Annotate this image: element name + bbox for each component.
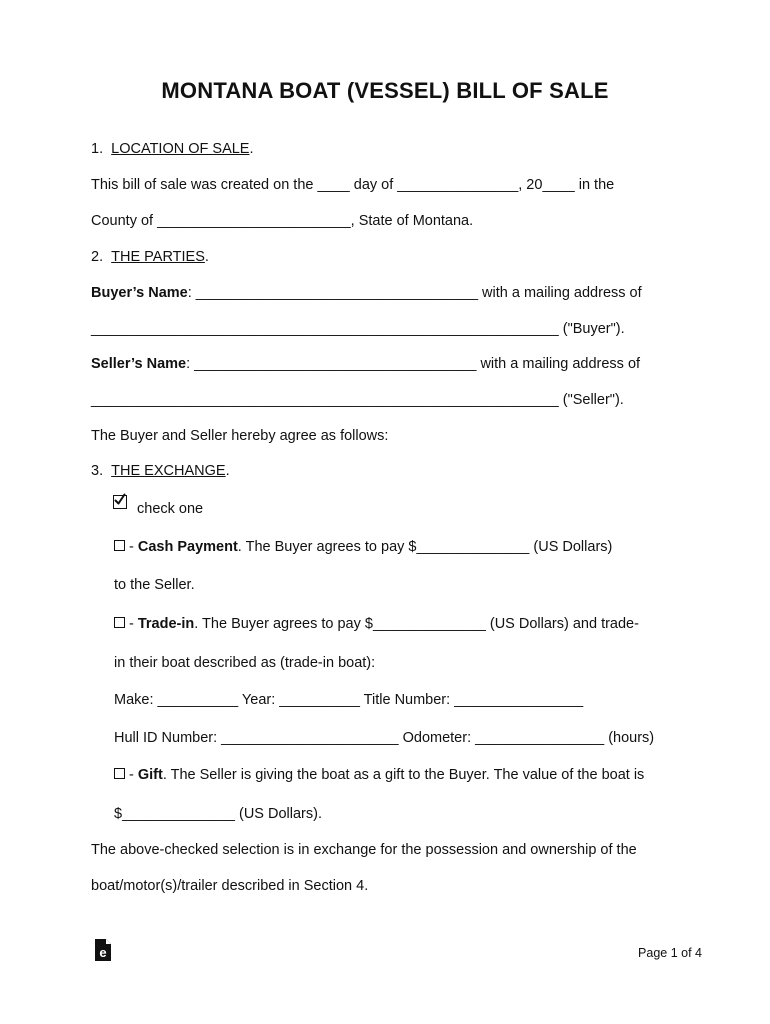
buyer-name-line: Buyer’s Name: ___________________________________ with a mailing address of <box>91 285 642 301</box>
gift-value-line: $______________ (US Dollars). <box>114 806 322 822</box>
seller-address-line: __________________________________________________________ ("Seller"). <box>91 392 624 408</box>
county-line: County of ________________________, State of Montana. <box>91 213 474 229</box>
seller-name-label: Seller’s Name <box>91 356 187 372</box>
eforms-logo-icon <box>94 938 112 962</box>
trade-in-hull-odometer-line: Hull ID Number: ______________________ Odometer: ________________ (hours) <box>114 730 655 746</box>
exchange-statement-line-1: The above-checked selection is in exchange for the possession and ownership of the <box>91 842 637 858</box>
trade-in-option[interactable]: - Trade-in. The Buyer agrees to pay $______________ (US Dollars) and trade- <box>114 615 639 633</box>
section-2-heading: 2. THE PARTIES. <box>91 249 209 265</box>
gift-checkbox[interactable] <box>114 768 125 779</box>
buyer-address-line: __________________________________________________________ ("Buyer"). <box>91 321 625 337</box>
checked-box-icon <box>113 495 127 509</box>
gift-option[interactable]: - Gift. The Seller is giving the boat as a gift to the Buyer. The value of the boat is <box>114 766 644 784</box>
seller-name-line: Seller’s Name: ___________________________________ with a mailing address of <box>91 356 641 372</box>
svg-text:e: e <box>99 945 107 960</box>
page-number: Page 1 of 4 <box>638 946 702 960</box>
section-1-heading: 1. LOCATION OF SALE. <box>91 141 254 157</box>
exchange-statement-line-2: boat/motor(s)/trailer described in Section 4. <box>91 878 369 894</box>
cash-payment-continued: to the Seller. <box>114 577 195 593</box>
check-one-label: check one <box>137 501 204 517</box>
buyer-name-label: Buyer’s Name <box>91 285 188 301</box>
trade-in-make-year-title-line: Make: __________ Year: __________ Title Number: ________________ <box>114 692 584 708</box>
cash-payment-option[interactable]: - Cash Payment. The Buyer agrees to pay $______________ (US Dollars) <box>114 538 612 556</box>
trade-in-checkbox[interactable] <box>114 617 125 628</box>
document-title: MONTANA BOAT (VESSEL) BILL OF SALE <box>161 78 609 103</box>
trade-in-continued: in their boat described as (trade-in boat): <box>114 655 376 671</box>
agreement-intro: The Buyer and Seller hereby agree as follows: <box>91 428 389 444</box>
section-3-heading: 3. THE EXCHANGE. <box>91 463 230 479</box>
sale-date-line: This bill of sale was created on the ____ day of _______________, 20____ in the <box>91 177 615 193</box>
cash-checkbox[interactable] <box>114 540 125 551</box>
